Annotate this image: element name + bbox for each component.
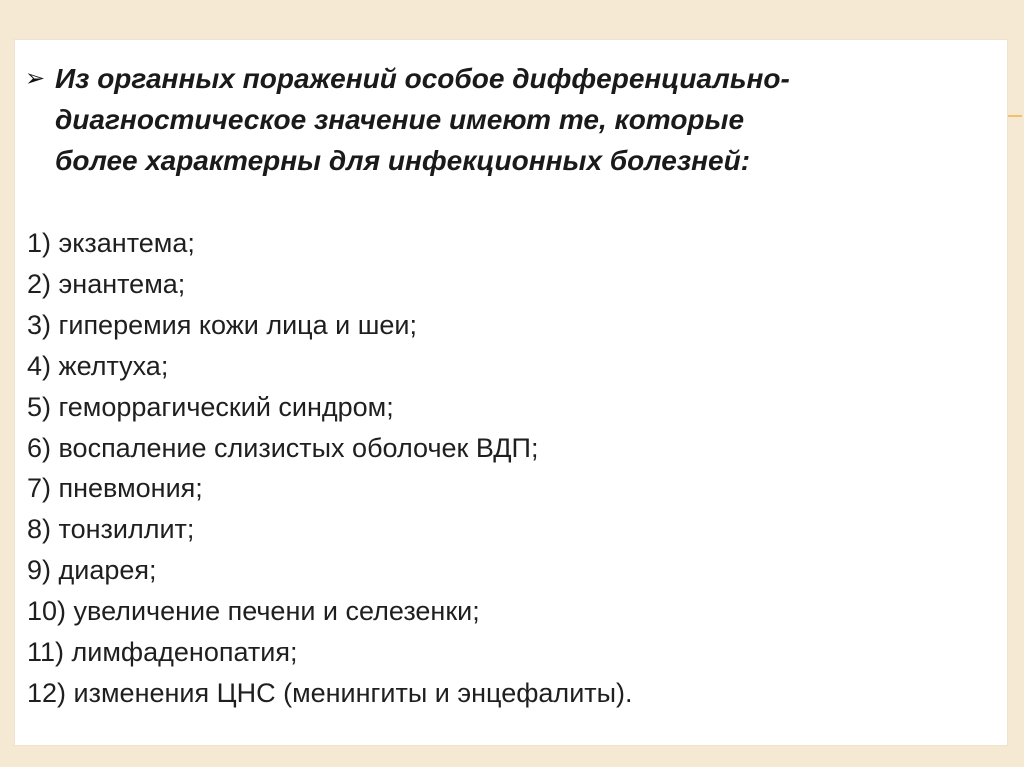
list-item: 4) желтуха; [27,350,169,381]
arrow-bullet-icon: ➢ [25,64,46,92]
list-item: 6) воспаление слизистых оболочек ВДП; [27,432,539,463]
symptom-list [27,223,633,714]
list-item: 12) изменения ЦНС (менингиты и энцефалиты). [27,677,633,708]
list-item: 5) геморрагический синдром; [27,391,394,422]
heading-text [55,58,975,181]
list-item: 9) диарея; [27,555,157,586]
list-item: 3) гиперемия кожи лица и шеи; [27,309,418,340]
slide-heading [25,58,985,181]
list-item: 7) пневмония; [27,473,203,504]
accent-line [1008,115,1022,117]
list-item: 1) экзантема; [27,228,195,258]
list-item: 11) лимфаденопатия; [27,637,298,668]
list-item: 8) тонзиллит; [27,514,195,545]
heading-line: более характерны для инфекционных болезней: [55,145,751,176]
slide-card [15,40,1007,745]
heading-line: Из органных поражений особое дифференциально- [55,63,790,94]
list-item: 10) увеличение печени и селезенки; [27,596,480,627]
list-item: 2) энантема; [27,268,186,299]
heading-line: диагностическое значение имеют те, которые [55,104,745,135]
